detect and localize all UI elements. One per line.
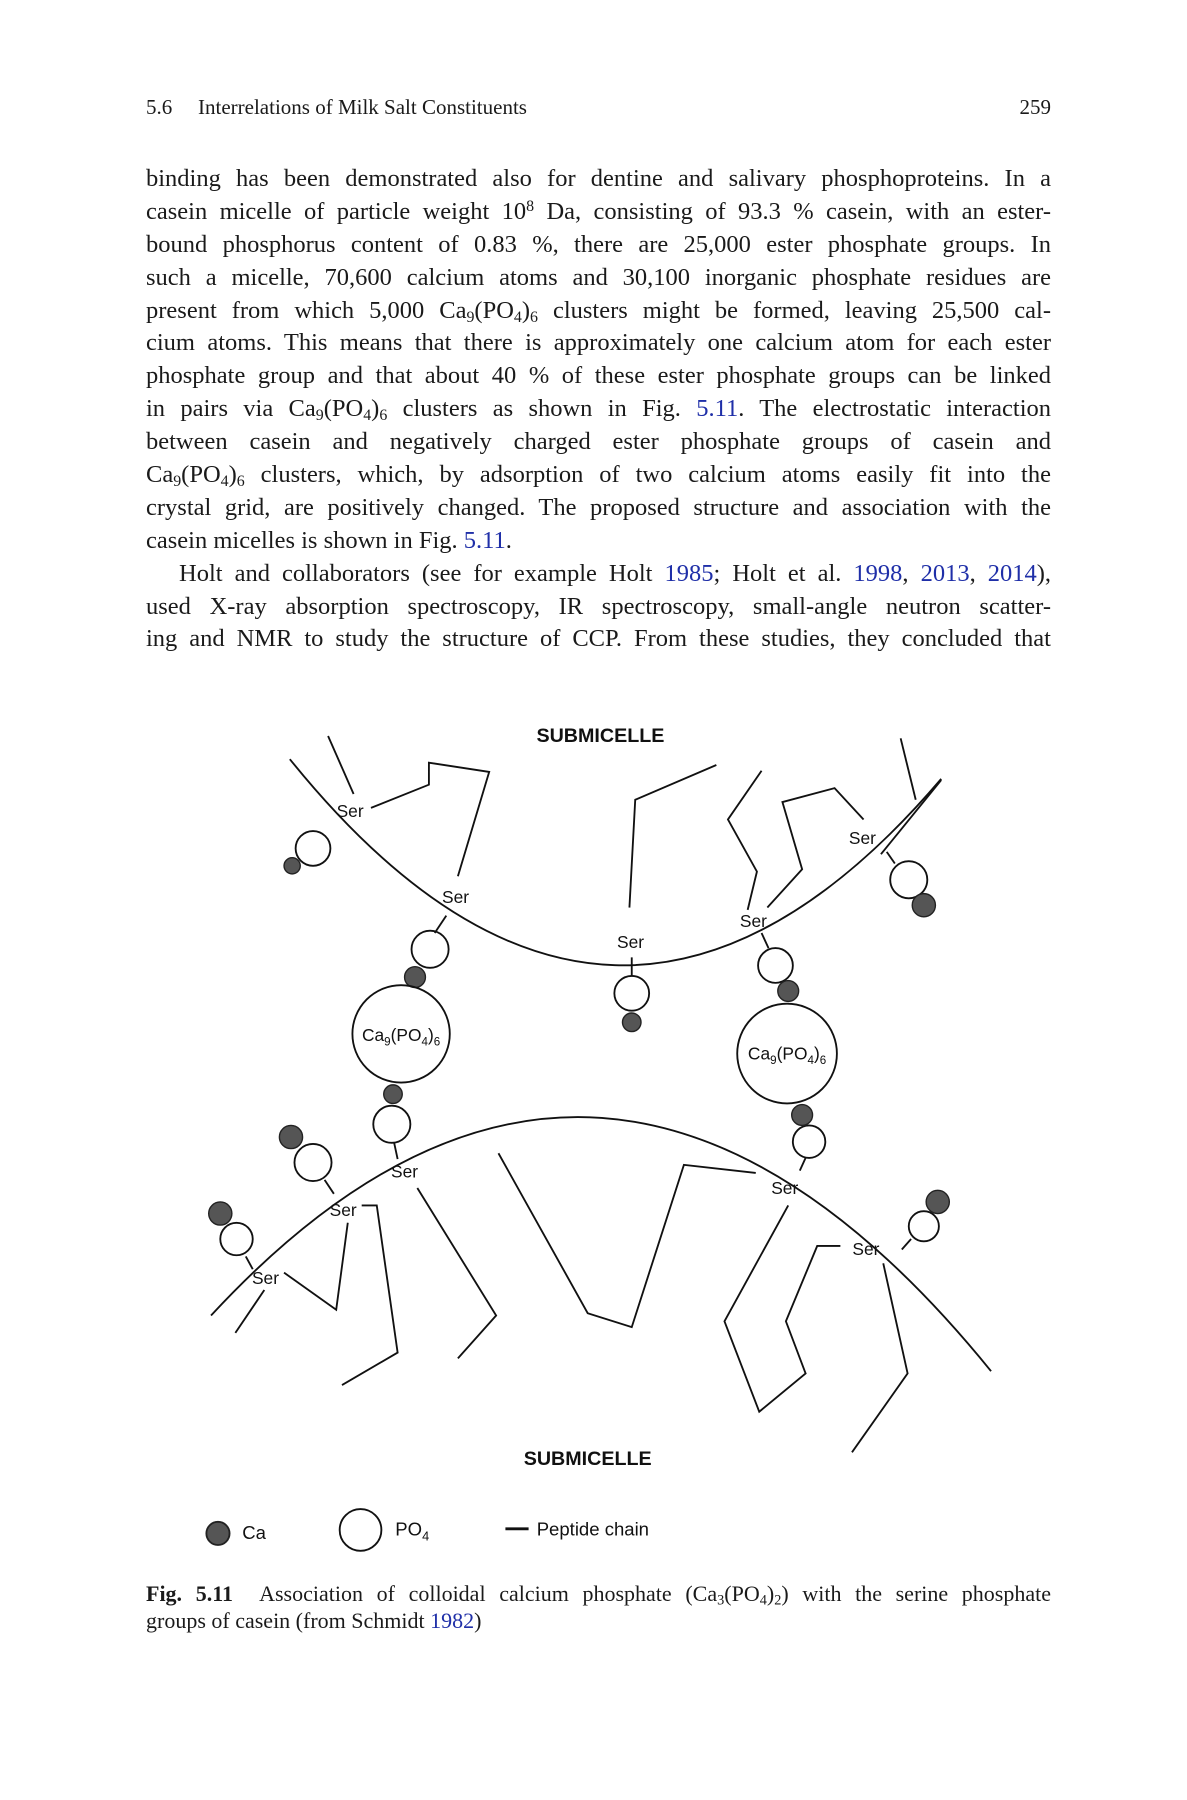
ser-label: Ser bbox=[329, 1199, 357, 1220]
figure-legend bbox=[206, 1509, 649, 1551]
superscript: 8 bbox=[526, 197, 535, 215]
text-run: clusters might be formed, leaving 25,500 cal- bbox=[537, 296, 1051, 324]
ser-label: Ser bbox=[852, 1239, 880, 1260]
text-run: ) bbox=[228, 461, 237, 489]
ser-label: Ser bbox=[391, 1161, 419, 1182]
bottom-submicelle-label: SUBMICELLE bbox=[523, 1448, 652, 1471]
reference-link[interactable]: 5.11 bbox=[463, 526, 506, 554]
text-run: crystal grid, are positively changed. The proposed structure and association with the bbox=[146, 493, 1051, 521]
text-run: ) with the serine phosphate bbox=[781, 1581, 1051, 1606]
subscript: 4 bbox=[220, 472, 229, 490]
subscript: 6 bbox=[530, 308, 538, 326]
text-run: Ca bbox=[146, 461, 174, 489]
running-header-section-number: 5.6 bbox=[146, 95, 173, 119]
ser-label: Ser bbox=[251, 1268, 280, 1289]
text-run: . bbox=[505, 526, 512, 554]
cluster-label-left: $Ca_9(PO_4)_6$ bbox=[361, 1024, 441, 1049]
text-run: in pairs via Ca bbox=[146, 395, 316, 423]
text-run: clusters, which, by adsorption of two calcium atoms easily fit into the bbox=[244, 461, 1051, 489]
running-header-title: Interrelations of Milk Salt Constituents bbox=[198, 95, 527, 119]
text-run: bound phosphorus content of 0.83 %, there are 25,000 ester phosphate groups. In bbox=[146, 230, 1051, 258]
reference-link[interactable]: 5.11 bbox=[696, 395, 739, 423]
cluster-label-right: $Ca_9(PO_4)_6$ bbox=[747, 1043, 827, 1068]
text-run: such a micelle, 70,600 calcium atoms and 30,100 inorganic phosphate residues are bbox=[146, 263, 1051, 291]
text-run: (PO bbox=[724, 1581, 760, 1606]
ca-legend-label: Ca bbox=[242, 1522, 267, 1544]
po4-groups bbox=[220, 831, 939, 1255]
text-run: , bbox=[969, 559, 988, 587]
text-run: (PO bbox=[323, 395, 364, 423]
text-run: casein micelles is shown in Fig. bbox=[146, 526, 464, 554]
text-run: ), bbox=[1036, 559, 1051, 587]
subscript: 4 bbox=[363, 407, 372, 425]
top-submicelle-label: SUBMICELLE bbox=[536, 724, 665, 747]
subscript: 9 bbox=[466, 308, 475, 326]
peptide-chains bbox=[235, 736, 941, 1452]
figure-caption-label: Fig. 5.11 bbox=[146, 1581, 233, 1606]
subscript: 4 bbox=[513, 308, 522, 326]
reference-link[interactable]: 1998 bbox=[853, 559, 903, 587]
subscript: 6 bbox=[236, 472, 245, 490]
text-run: Association of colloidal calcium phosphate (Ca bbox=[259, 1581, 718, 1606]
text-run: phosphate group and that about 40 % of these ester phosphate groups can be linked bbox=[146, 362, 1051, 390]
top-submicelle-surface bbox=[290, 759, 941, 965]
text-run: (PO bbox=[181, 461, 221, 489]
text-run: , bbox=[902, 559, 921, 587]
page-number: 259 bbox=[1019, 95, 1051, 119]
text-run: Holt and collaborators (see for example Holt bbox=[179, 559, 665, 587]
text-run: present from which 5,000 Ca bbox=[146, 296, 467, 324]
text-run: ) bbox=[521, 296, 531, 324]
subscript: 9 bbox=[315, 407, 324, 425]
text-run: ) bbox=[474, 1608, 482, 1633]
text-run: groups of casein (from Schmidt bbox=[146, 1608, 431, 1633]
subscript: 4 bbox=[759, 1592, 767, 1609]
text-run: cium atoms. This means that there is approximately one calcium atom for each ester bbox=[146, 329, 1051, 357]
po4-legend-label: $PO_4$ bbox=[395, 1518, 430, 1544]
text-run: (PO bbox=[474, 296, 514, 324]
subscript: 2 bbox=[774, 1592, 782, 1609]
ser-label: Ser bbox=[442, 886, 470, 907]
reference-link[interactable]: 2013 bbox=[920, 559, 970, 587]
reference-link[interactable]: 1985 bbox=[664, 559, 714, 587]
text-run: between casein and negatively charged ester phosphate groups of casein and bbox=[146, 428, 1051, 456]
text-run: ing and NMR to study the structure of CCP. From these studies, they concluded that bbox=[146, 625, 1051, 653]
reference-link[interactable]: 2014 bbox=[987, 559, 1037, 587]
text-run: ; Holt et al. bbox=[713, 559, 854, 587]
text-run: Da, consisting of 93.3 % casein, with an ester- bbox=[534, 197, 1052, 225]
ser-label: Ser bbox=[617, 932, 645, 953]
subscript: 6 bbox=[379, 407, 388, 425]
text-run: binding has been demonstrated also for dentine and salivary phosphoproteins. In a bbox=[146, 165, 1051, 192]
ser-label: Ser bbox=[771, 1177, 799, 1198]
figure-caption-line-2 bbox=[146, 1607, 1051, 1634]
ser-label: Ser bbox=[336, 801, 364, 822]
text-run: casein micelle of particle weight 10 bbox=[146, 197, 527, 225]
text-run: ) bbox=[371, 395, 380, 423]
ser-label: Ser bbox=[848, 827, 876, 848]
ca-atoms bbox=[209, 858, 950, 1225]
subscript: 3 bbox=[717, 1592, 725, 1609]
ser-label: Ser bbox=[739, 911, 767, 932]
text-run: clusters as shown in Fig. bbox=[387, 395, 697, 423]
text-run: used X-ray absorption spectroscopy, IR spectroscopy, small-angle neutron scatter- bbox=[146, 592, 1051, 620]
figure-caption-line-1 bbox=[146, 1580, 1051, 1607]
text-run: . The electrostatic interaction bbox=[738, 395, 1052, 423]
ca-legend-icon bbox=[206, 1522, 229, 1545]
peptide-legend-label: Peptide chain bbox=[536, 1518, 650, 1540]
reference-link[interactable]: 1982 bbox=[430, 1608, 475, 1633]
text-run: ) bbox=[766, 1581, 775, 1606]
po4-legend-icon bbox=[340, 1509, 382, 1551]
subscript: 9 bbox=[173, 472, 182, 490]
